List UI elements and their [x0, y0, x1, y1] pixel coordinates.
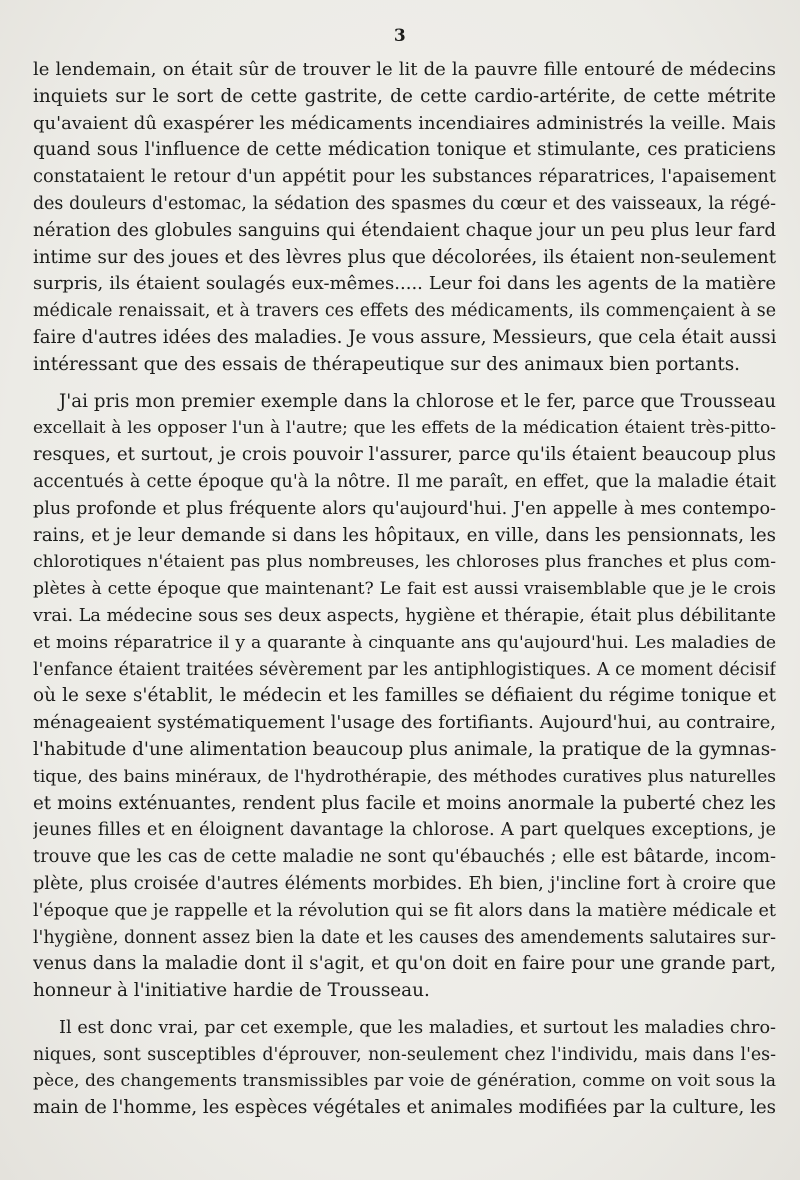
- page-number: 3: [393, 26, 407, 46]
- text-line: pèce, des changements transmissibles par voie de génération, comme on voit sous la: [33, 1071, 776, 1092]
- text-line: l'époque que je rappelle et la révolution qui se fit alors dans la matière médicale et: [33, 900, 776, 921]
- paragraph-1: [33, 57, 776, 379]
- text-line: tique, des bains minéraux, de l'hydrothérapie, des méthodes curatives plus naturelles: [33, 766, 776, 787]
- text-line: plus profonde et plus fréquente alors qu'aujourd'hui. J'en appelle à mes contempo-: [33, 498, 776, 519]
- text-line: main de l'homme, les espèces végétales et animales modifiées par la culture, les: [33, 1097, 776, 1119]
- text-line: accentués à cette époque qu'à la nôtre. Il me paraît, en effet, que la maladie était: [33, 470, 776, 492]
- text-line: quand sous l'influence de cette médication tonique et stimulante, ces praticiens: [33, 139, 776, 161]
- text-line: inquiets sur le sort de cette gastrite, de cette cardio-artérite, de cette métrite: [33, 85, 776, 107]
- text-line: ménageaient systématiquement l'usage des fortifiants. Aujourd'hui, au contraire,: [33, 712, 776, 734]
- text-line: nération des globules sanguins qui étendaient chaque jour un peu plus leur fard: [33, 219, 776, 241]
- text-line: J'ai pris mon premier exemple dans la chlorose et le fer, parce que Trousseau: [59, 390, 776, 412]
- paragraph-3: [33, 1015, 776, 1122]
- text-line: rains, et je leur demande si dans les hôpitaux, en ville, dans les pensionnats, les: [33, 524, 776, 546]
- text-line: jeunes filles et en éloignent davantage la chlorose. A part quelques exceptions, je: [33, 819, 776, 841]
- text-line: chlorotiques n'étaient pas plus nombreuses, les chloroses plus franches et plus com-: [33, 552, 776, 573]
- text-line: surpris, ils étaient soulagés eux-mêmes..... Leur foi dans les agents de la matière: [33, 273, 776, 295]
- text-line: médicale renaissait, et à travers ces effets des médicaments, ils commençaient à se: [33, 301, 776, 322]
- text-line: l'habitude d'une alimentation beaucoup plus animale, la pratique de la gymnas-: [33, 738, 776, 760]
- text-line: resques, et surtout, je crois pouvoir l'assurer, parce qu'ils étaient beaucoup plus: [33, 444, 776, 466]
- text-line: où le sexe s'établit, le médecin et les familles se défiaient du régime tonique et: [33, 685, 776, 707]
- text-line: trouve que les cas de cette maladie ne sont qu'ébauchés ; elle est bâtarde, incom-: [33, 846, 776, 868]
- text-line: faire d'autres idées des maladies. Je vous assure, Messieurs, que cela était aussi: [33, 326, 776, 348]
- text-line: et moins exténuantes, rendent plus facile et moins anormale la puberté chez les: [33, 792, 776, 814]
- text-line: plète, plus croisée d'autres éléments morbides. Eh bien, j'incline fort à croire que: [33, 872, 776, 894]
- text-line: et moins réparatrice il y a quarante à cinquante ans qu'aujourd'hui. Les maladies de: [33, 632, 776, 653]
- text-line: honneur à l'initiative hardie de Trousseau.: [33, 980, 430, 1002]
- text-line: intime sur des joues et des lèvres plus que décolorées, ils étaient non-seulement: [33, 246, 776, 268]
- text-line: Il est donc vrai, par cet exemple, que les maladies, et surtout les maladies chro-: [59, 1017, 776, 1038]
- text-line: venus dans la maladie dont il s'agit, et qu'on doit en faire pour une grande part,: [33, 953, 776, 975]
- text-line: plètes à cette époque que maintenant? Le fait est aussi vraisemblable que je le crois: [33, 579, 776, 600]
- text-line: excellait à les opposer l'un à l'autre; que les effets de la médication étaient très-pitto-: [33, 418, 776, 439]
- text-line: l'enfance étaient traitées sévèrement par les antiphlogistiques. A ce moment décisif: [33, 659, 776, 680]
- text-line: niques, sont susceptibles d'éprouver, non-seulement chez l'individu, mais dans l'es-: [33, 1044, 776, 1065]
- text-line: le lendemain, on était sûr de trouver le lit de la pauvre fille entouré de médecins: [33, 59, 776, 80]
- text-line: qu'avaient dû exaspérer les médicaments incendiaires administrés la veille. Mais: [33, 112, 776, 134]
- text-line: des douleurs d'estomac, la sédation des spasmes du cœur et des vaisseaux, la régé-: [33, 193, 776, 214]
- paragraph-2: [33, 389, 776, 1005]
- text-line: vrai. La médecine sous ses deux aspects, hygiène et thérapie, était plus débilitante: [33, 605, 776, 626]
- body-text: [33, 57, 776, 1122]
- text-line: constataient le retour d'un appétit pour les substances réparatrices, l'apaisement: [33, 166, 776, 188]
- text-line: intéressant que des essais de thérapeutique sur des animaux bien portants.: [33, 353, 741, 375]
- text-line: l'hygiène, donnent assez bien la date et les causes des amendements salutaires sur-: [33, 927, 776, 948]
